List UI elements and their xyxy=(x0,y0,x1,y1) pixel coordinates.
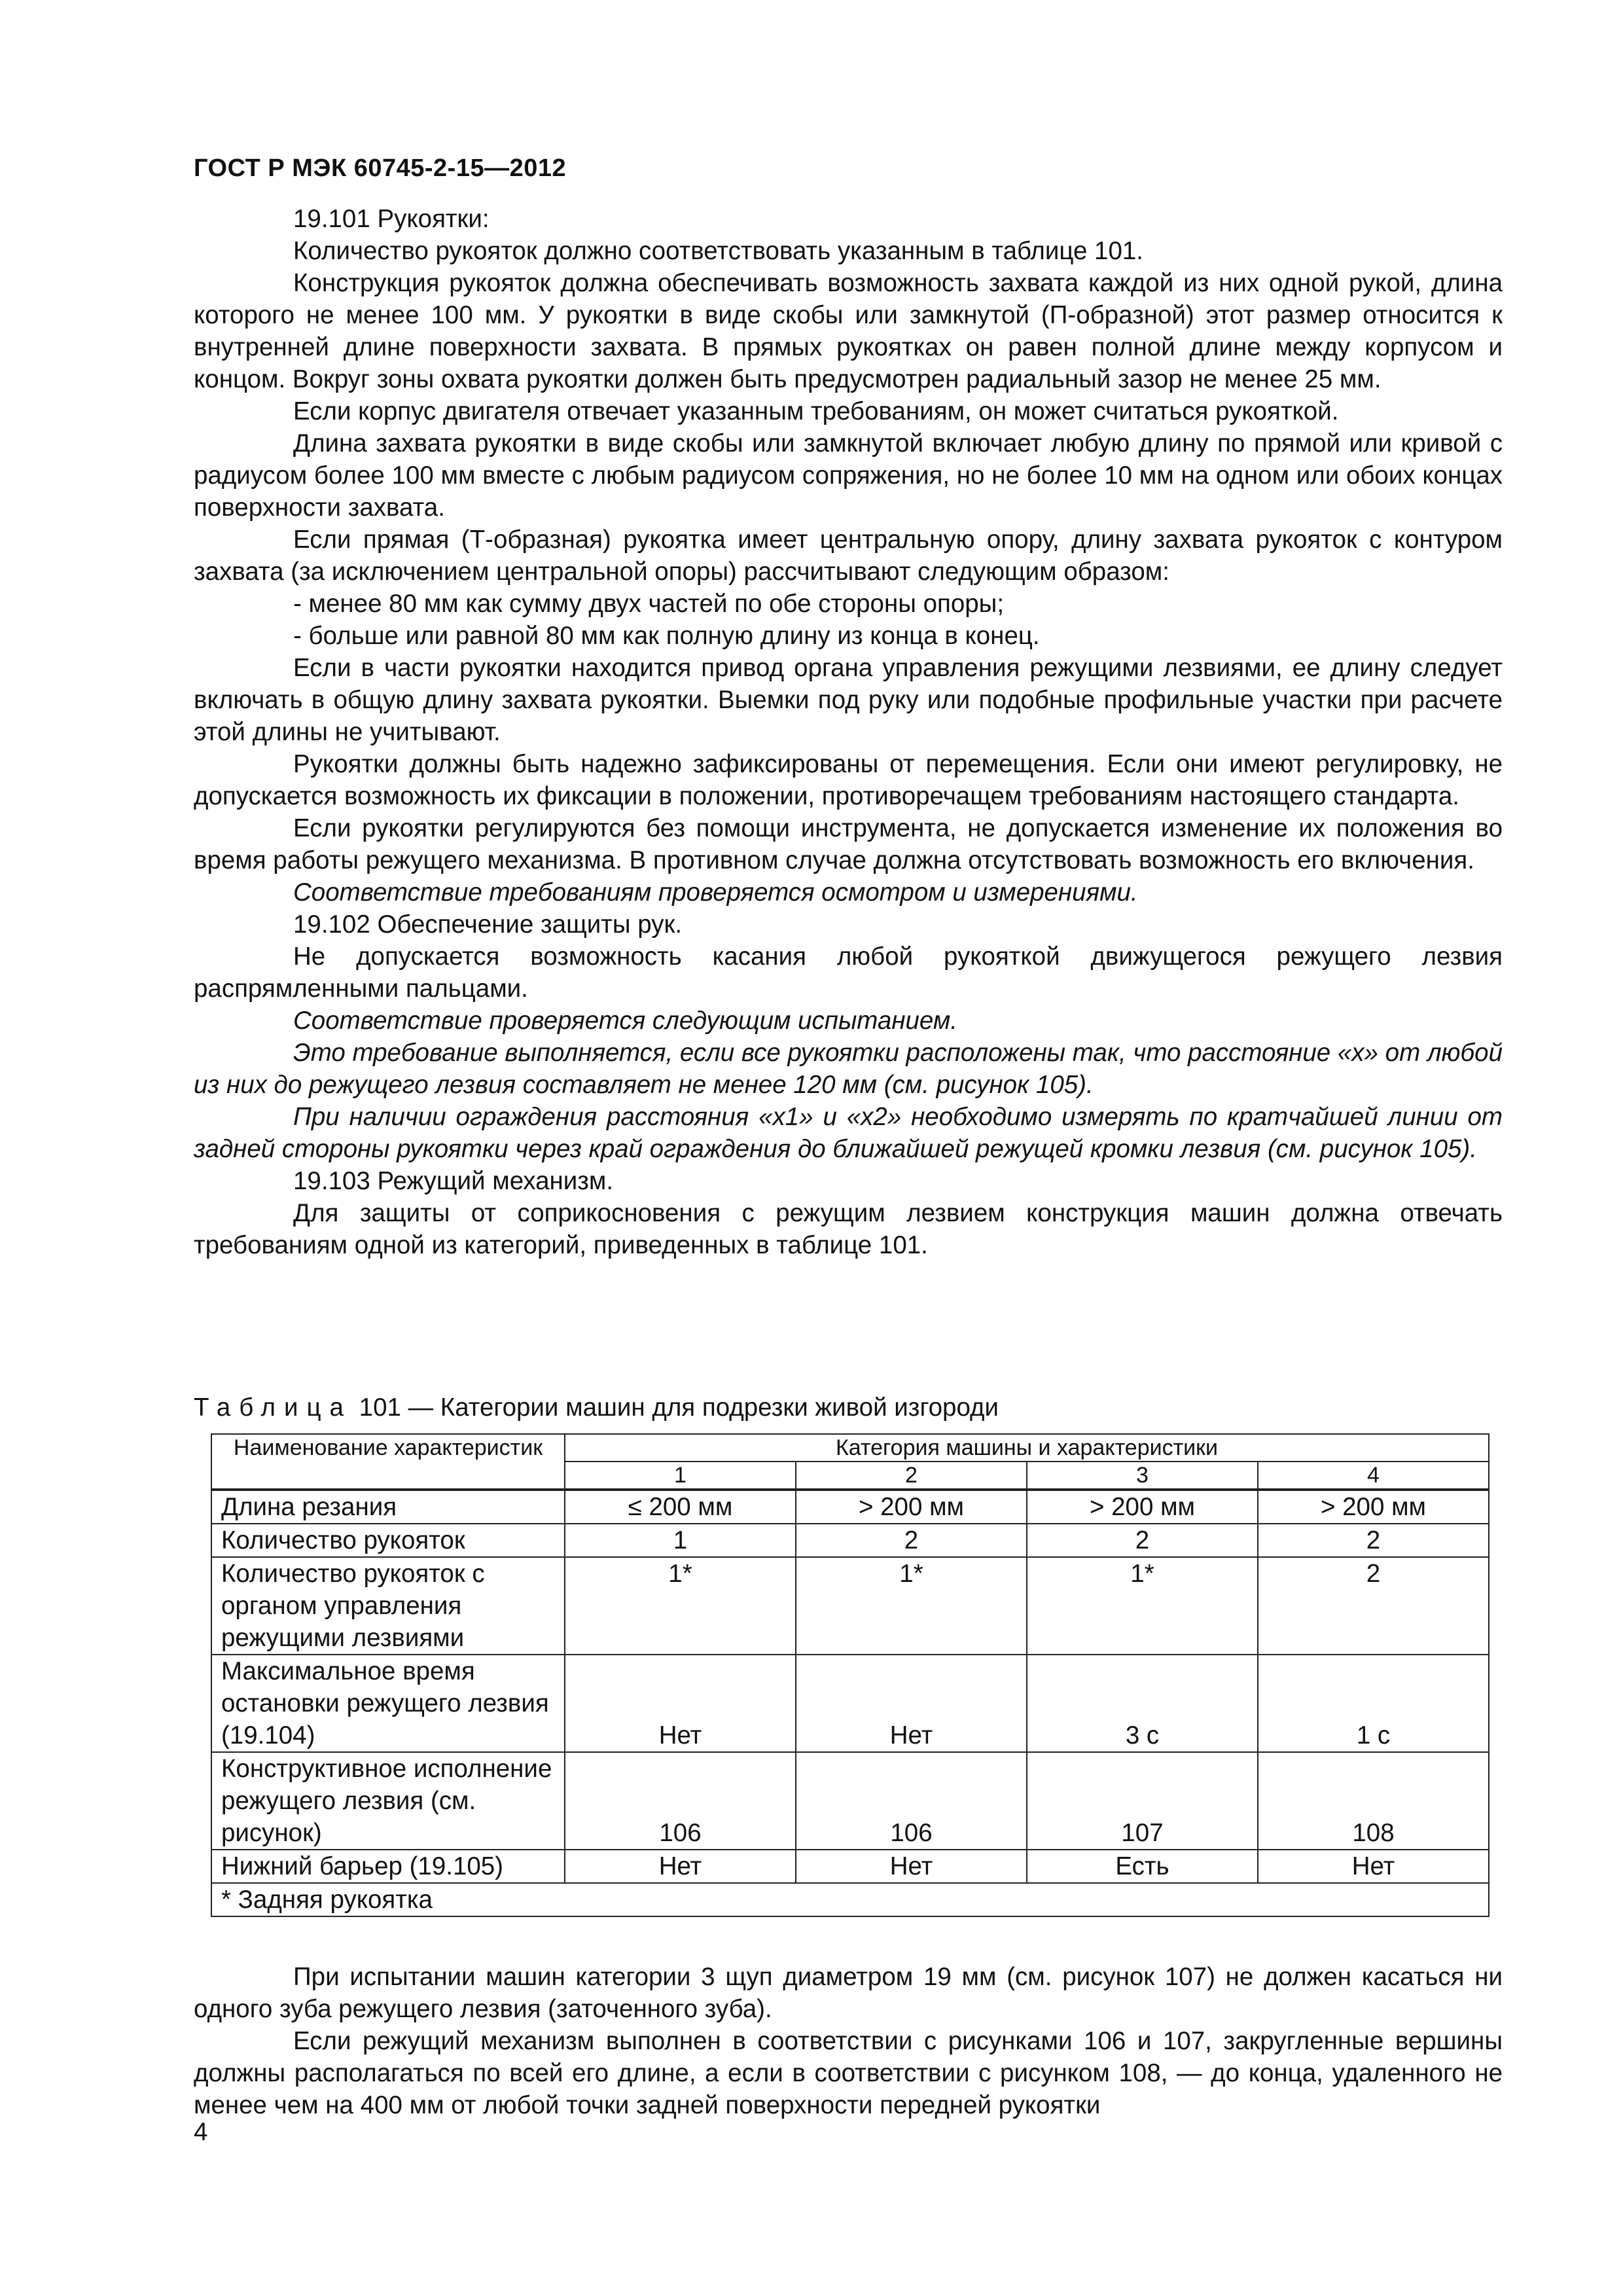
table-cell: 2 xyxy=(1258,1557,1489,1655)
table-cell: Нет xyxy=(796,1850,1027,1883)
table-cell: 106 xyxy=(565,1752,796,1850)
paragraph: Длина захвата рукоятки в виде скобы или замкнутой включает любую длину по прямой или кривой с радиусом более 100 мм вместе с любым радиусом сопряжения, но не более 10 мм на одном или обоих концах поверхности захвата. xyxy=(194,429,1503,522)
page-number: 4 xyxy=(194,2118,208,2146)
table-header-group: Категория машины и характеристики xyxy=(565,1434,1489,1462)
table-footnote-row xyxy=(211,1883,1489,1916)
table-header-category: 2 xyxy=(796,1462,1027,1490)
table-cell: Нет xyxy=(1258,1850,1489,1883)
section-heading: 19.103 Режущий механизм. xyxy=(293,1167,614,1195)
table-cell: 1* xyxy=(796,1557,1027,1655)
table-cell: > 200 мм xyxy=(1027,1490,1258,1524)
table-row xyxy=(211,1655,1489,1752)
table-header-category: 1 xyxy=(565,1462,796,1490)
paragraph: Соответствие требованиям проверяется осмотром и измерениями. xyxy=(293,878,1138,906)
table-cell: 107 xyxy=(1027,1752,1258,1850)
document-header: ГОСТ Р МЭК 60745-2-15—2012 xyxy=(194,154,567,182)
body-text xyxy=(194,203,1503,1261)
paragraph: Если режущий механизм выполнен в соответствии с рисунками 106 и 107, закругленные вершины должны располагаться по всей его длине, а если в соответствии с рисунком 108, — до конца, удаленного не менее чем на 400 мм от любой точки задней поверхности передней рукоятки xyxy=(194,2027,1503,2119)
categories-table xyxy=(211,1433,1489,1917)
table-cell-name: Количество рукояток xyxy=(211,1524,565,1557)
table-cell-name: Длина резания xyxy=(211,1490,565,1524)
table-header-characteristic: Наименование характеристик xyxy=(211,1434,565,1490)
paragraph: Это требование выполняется, если все рукоятки расположены так, что расстояние «x» от любой из них до режущего лезвия составляет не менее 120 мм (см. рисунок 105). xyxy=(194,1039,1503,1099)
table-header-row xyxy=(211,1434,1489,1462)
table-header-category: 4 xyxy=(1258,1462,1489,1490)
table-cell: 108 xyxy=(1258,1752,1489,1850)
table-cell: Есть xyxy=(1027,1850,1258,1883)
table-caption-prefix: Таблица xyxy=(194,1393,352,1422)
table-header-category: 3 xyxy=(1027,1462,1258,1490)
table-cell: Нет xyxy=(565,1655,796,1752)
paragraph: Если прямая (Т-образная) рукоятка имеет центральную опору, длину захвата рукояток с контуром захвата (за исключением центральной опоры) рассчитывают следующим образом: xyxy=(194,526,1503,586)
paragraph: При испытании машин категории 3 щуп диаметром 19 мм (см. рисунок 107) не должен касаться ни одного зуба режущего лезвия (заточенного зуба). xyxy=(194,1963,1503,2023)
table-cell-name: Конструктивное исполнение режущего лезвия (см. рисунок) xyxy=(211,1752,565,1850)
table-cell: 1 с xyxy=(1258,1655,1489,1752)
table-cell: 1 xyxy=(565,1524,796,1557)
table-footnote: * Задняя рукоятка xyxy=(211,1883,1489,1916)
table-row xyxy=(211,1752,1489,1850)
list-item: - менее 80 мм как сумму двух частей по обе стороны опоры; xyxy=(293,590,1005,618)
body-text-after-table xyxy=(194,1961,1503,2121)
paragraph: Конструкция рукояток должна обеспечивать возможность захвата каждой из них одной рукой, длина которого не менее 100 мм. У рукоятки в виде скобы или замкнутой (П-образной) этот размер относится к внутренней длине поверхности захвата. В прямых рукоятках он равен полной длине между корпусом и концом. Вокруг зоны охвата рукоятки должен быть предусмотрен радиальный зазор не менее 25 мм. xyxy=(194,269,1503,393)
table-row xyxy=(211,1490,1489,1524)
table-cell: Нет xyxy=(796,1655,1027,1752)
table-caption xyxy=(194,1391,999,1424)
list-item: - больше или равной 80 мм как полную длину из конца в конец. xyxy=(293,622,1040,650)
table-cell-name: Нижний барьер (19.105) xyxy=(211,1850,565,1883)
paragraph: Если корпус двигателя отвечает указанным требованиям, он может считаться рукояткой. xyxy=(293,397,1339,425)
table-cell: 106 xyxy=(796,1752,1027,1850)
section-heading: 19.102 Обеспечение защиты рук. xyxy=(293,910,683,939)
paragraph: Количество рукояток должно соответствовать указанным в таблице 101. xyxy=(293,237,1143,265)
paragraph: Соответствие проверяется следующим испытанием. xyxy=(293,1007,958,1035)
paragraph: При наличии ограждения расстояния «x1» и «x2» необходимо измерять по кратчайшей линии от задней стороны рукоятки через край ограждения до ближайшей режущей кромки лезвия (см. рисунок 105). xyxy=(194,1103,1503,1163)
paragraph: Не допускается возможность касания любой рукояткой движущегося режущего лезвия распрямленными пальцами. xyxy=(194,942,1503,1003)
paragraph: Если рукоятки регулируются без помощи инструмента, не допускается изменение их положения во время работы режущего механизма. В противном случае должна отсутствовать возможность его включения. xyxy=(194,814,1503,874)
table-caption-text: 101 — Категории машин для подрезки живой изгороди xyxy=(359,1393,999,1422)
table-cell: Нет xyxy=(565,1850,796,1883)
table-cell: 1* xyxy=(1027,1557,1258,1655)
table-cell: > 200 мм xyxy=(796,1490,1027,1524)
table-cell: 1* xyxy=(565,1557,796,1655)
table-row xyxy=(211,1850,1489,1883)
paragraph: Если в части рукоятки находится привод органа управления режущими лезвиями, ее длину следует включать в общую длину захвата рукоятки. Выемки под руку или подобные профильные участки при расчете этой длины не учитывают. xyxy=(194,654,1503,746)
table-cell: 2 xyxy=(1027,1524,1258,1557)
paragraph: 19.101 Рукоятки: xyxy=(293,205,490,233)
table-cell: 2 xyxy=(796,1524,1027,1557)
table-cell: ≤ 200 мм xyxy=(565,1490,796,1524)
paragraph: Рукоятки должны быть надежно зафиксированы от перемещения. Если они имеют регулировку, не допускается возможность их фиксации в положении, противоречащем требованиям настоящего стандарта. xyxy=(194,750,1503,810)
table-cell: > 200 мм xyxy=(1258,1490,1489,1524)
table-cell-name: Максимальное время остановки режущего лезвия (19.104) xyxy=(211,1655,565,1752)
table-cell: 2 xyxy=(1258,1524,1489,1557)
table-cell: 3 с xyxy=(1027,1655,1258,1752)
table-cell-name: Количество рукояток с органом управления режущими лезвиями xyxy=(211,1557,565,1655)
table-row xyxy=(211,1557,1489,1655)
paragraph: Для защиты от соприкосновения с режущим лезвием конструкция машин должна отвечать требованиям одной из категорий, приведенных в таблице 101. xyxy=(194,1199,1503,1259)
table-row xyxy=(211,1524,1489,1557)
